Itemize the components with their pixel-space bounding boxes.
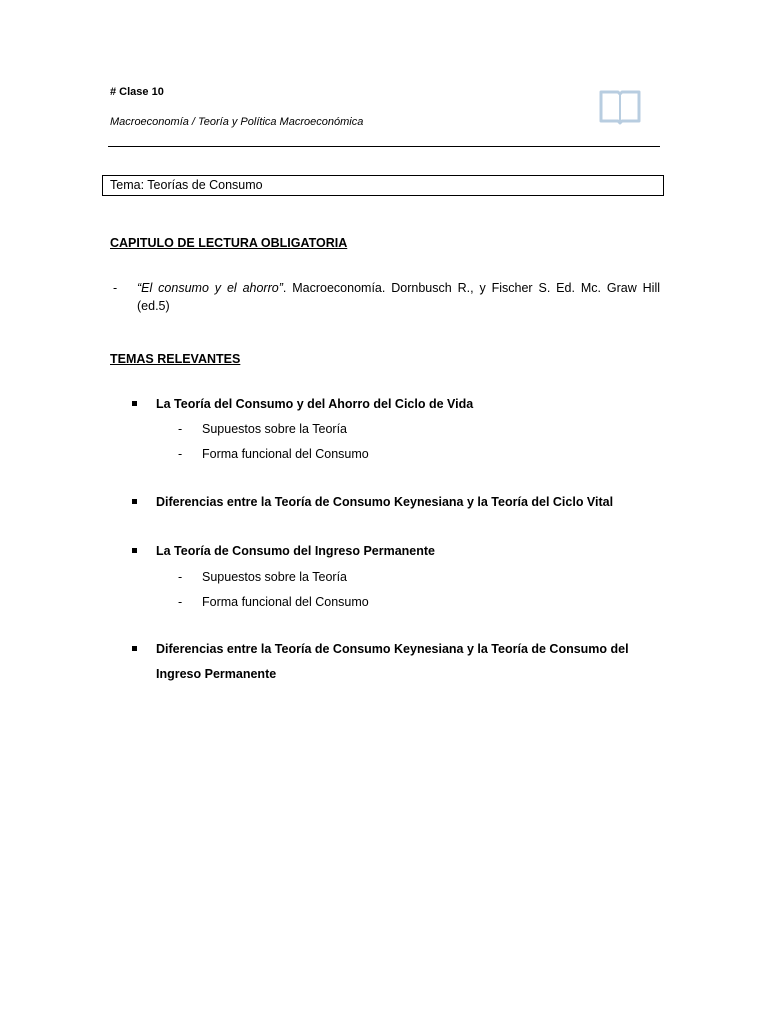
tema-box [102, 175, 664, 196]
subtopic-item [178, 569, 347, 585]
topic-item [132, 539, 660, 564]
class-number: # Clase 10 [110, 86, 164, 98]
reading-citation [137, 279, 660, 315]
topic-text: Diferencias entre la Teoría de Consumo Keynesiana y la Teoría del Ciclo Vital [156, 495, 614, 509]
open-book-icon [598, 88, 642, 126]
subtopic-text: Forma funcional del Consumo [202, 595, 369, 609]
topic-text: Diferencias entre la Teoría de Consumo Keynesiana y la Teoría de Consumo del Ingreso Permanente [156, 642, 629, 681]
subtopic-item [178, 421, 347, 437]
subtopic-dash: - [178, 570, 183, 584]
subtopic-text: Forma funcional del Consumo [202, 447, 369, 461]
course-subtitle: Macroeconomía / Teoría y Política Macroeconómica [110, 116, 364, 128]
reading-item [110, 279, 660, 315]
topic-item [132, 490, 660, 515]
reading-title: “El consumo y el ahorro” [137, 281, 283, 295]
square-bullet-icon [132, 499, 137, 504]
subtopic-dash: - [178, 422, 183, 436]
topic-text: La Teoría de Consumo del Ingreso Permanente [156, 544, 435, 558]
topics-heading: TEMAS RELEVANTES [110, 352, 241, 366]
square-bullet-icon [132, 646, 137, 651]
reading-dash: - [113, 281, 118, 295]
subtopic-dash: - [178, 447, 183, 461]
topic-text: La Teoría del Consumo y del Ahorro del Ciclo de Vida [156, 397, 474, 411]
subtopic-item [178, 446, 369, 462]
reading-heading: CAPITULO DE LECTURA OBLIGATORIA [110, 236, 348, 250]
subtopic-item [178, 594, 369, 610]
square-bullet-icon [132, 401, 137, 406]
subtopic-dash: - [178, 595, 183, 609]
topic-item [132, 392, 660, 417]
reading-details: . Macroeconomía. Dornbusch R., y Fischer S. Ed. Mc. Graw Hill (ed.5) [137, 281, 660, 313]
subtopic-text: Supuestos sobre la Teoría [202, 422, 348, 436]
subtopic-text: Supuestos sobre la Teoría [202, 570, 348, 584]
topic-item [132, 637, 660, 687]
tema-label: Tema: Teorías de Consumo [110, 178, 263, 192]
square-bullet-icon [132, 548, 137, 553]
header-divider [108, 146, 660, 147]
